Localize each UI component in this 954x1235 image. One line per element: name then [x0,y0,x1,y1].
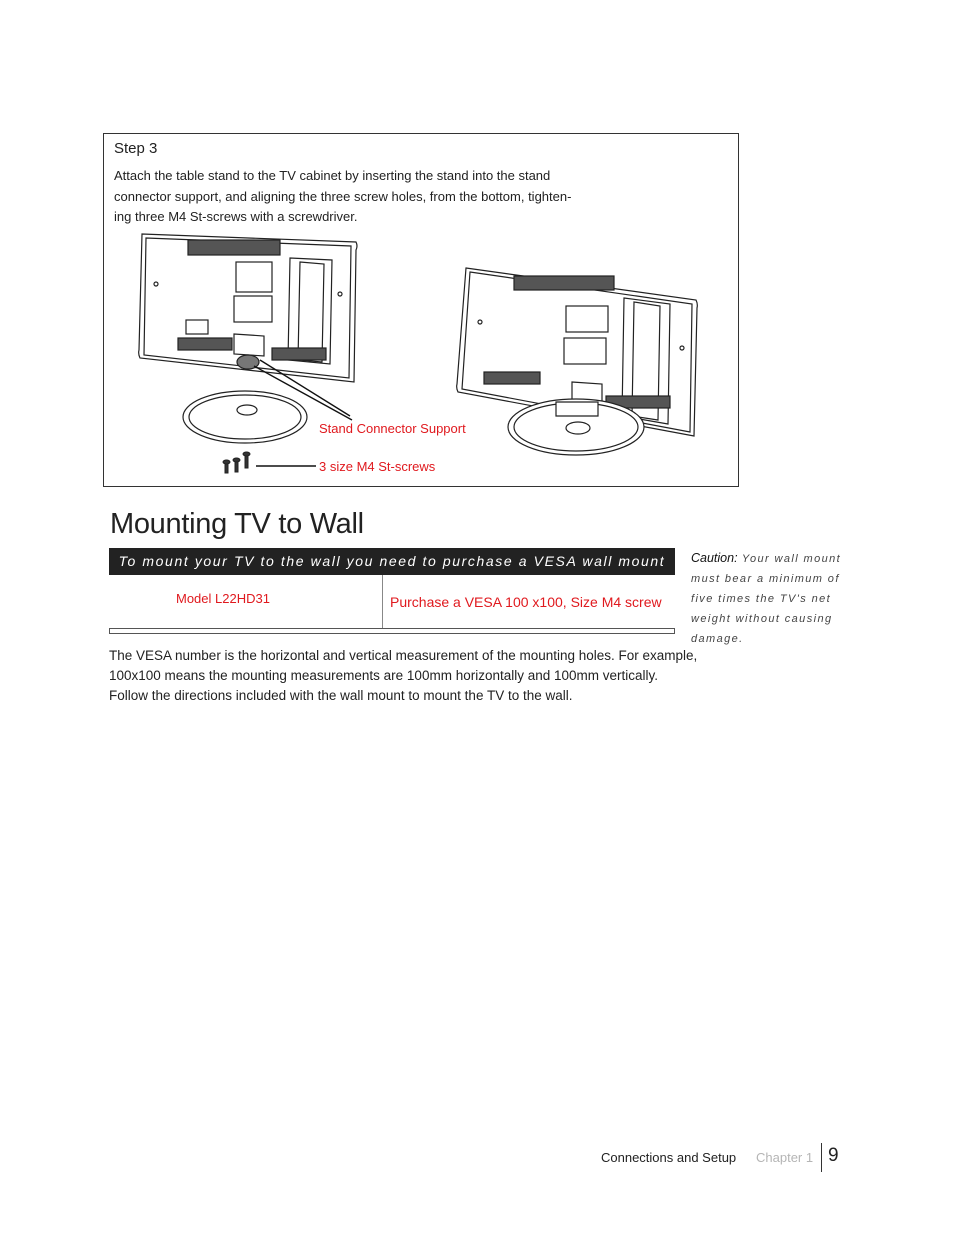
page-number: 9 [828,1145,839,1166]
tv-back-left-illustration [139,234,357,382]
step-line: connector support, and aligning the three screw holes, from the bottom, tighten- [114,188,572,204]
vesa-explanation [109,646,709,706]
footer-chapter: Chapter 1 [756,1150,814,1165]
model-label: Model L22HD31 [176,591,270,606]
table-cell-model [109,575,383,629]
vesa-table [109,575,675,629]
purchase-label: Purchase a VESA 100 x100, Size M4 screw [390,594,662,610]
caution-note [691,548,851,649]
caution-label: Caution: [691,551,738,565]
caution-line: must bear a minimum of [691,573,840,585]
caution-line: weight without causing [691,613,833,625]
body-line: 100x100 means the mounting measurements are 100mm horizontally and 100mm vertically. [109,668,659,683]
caution-line: Your wall mount [741,553,842,565]
step-line: Attach the table stand to the TV cabinet by inserting the stand into the stand [114,168,551,183]
footer-section-title: Connections and Setup [601,1150,737,1165]
screws-illustration [223,452,250,473]
callout-stand-connector-support: Stand Connector Support [319,421,466,436]
caution-line: damage. [691,633,744,645]
section-heading: Mounting TV to Wall [110,508,364,540]
table-bottom-border [109,628,675,634]
body-line: The VESA number is the horizontal and vertical measurement of the mounting holes. For example, [109,648,698,663]
step-title: Step 3 [114,140,158,157]
vesa-requirement-banner: To mount your TV to the wall you need to purchase a VESA wall mount [109,548,675,575]
stand-base-right-illustration [508,399,644,455]
step-line: ing three M4 St-screws with a screwdriver. [114,209,358,224]
stand-base-left-illustration [183,391,307,443]
callout-screws: 3 size M4 St-screws [319,459,436,474]
body-line: Follow the directions included with the wall mount to mount the TV to the wall. [109,688,573,703]
step-3-box [103,133,739,487]
caution-line: five times the TV's net [691,593,832,605]
footer-divider [821,1143,822,1172]
